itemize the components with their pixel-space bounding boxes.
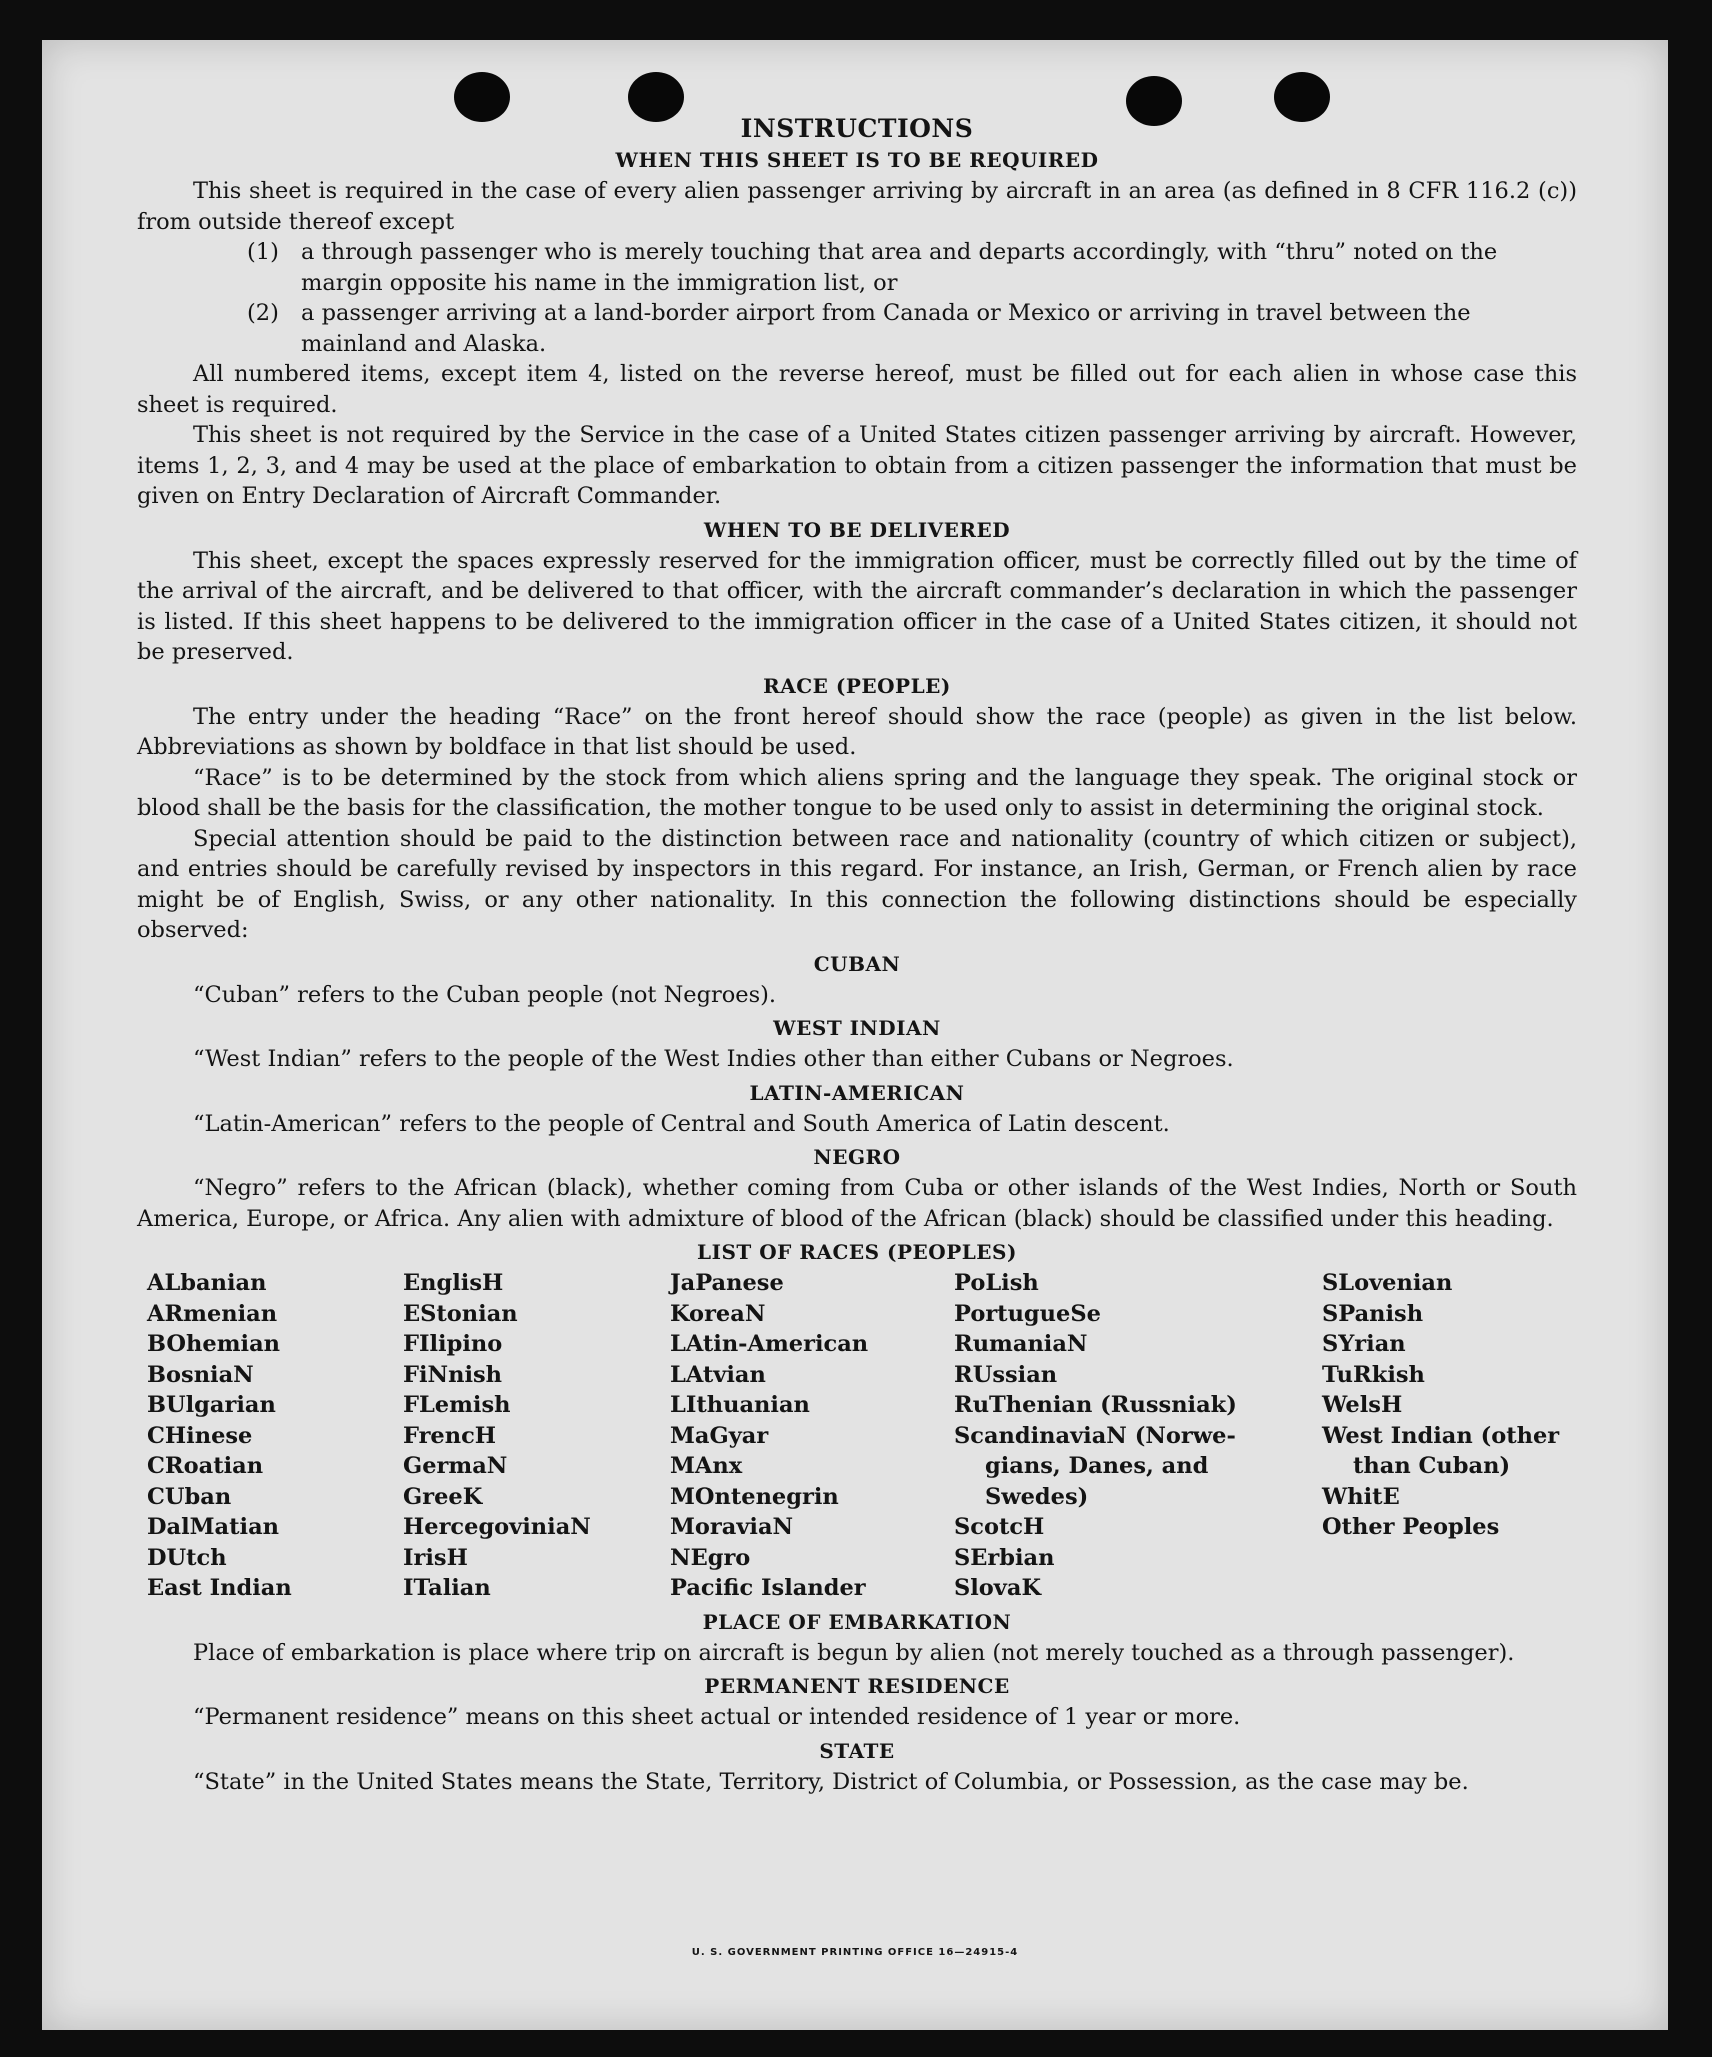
- race-entry: CRoatian: [147, 1453, 264, 1479]
- section-heading-cuban: CUBAN: [813, 951, 901, 976]
- section-heading-required: WHEN THIS SHEET IS TO BE REQUIRED: [615, 148, 1099, 172]
- paragraph: “West Indian” refers to the people of the West Indies other than either Cubans or Negroes.: [193, 1046, 1234, 1072]
- race-entry: SYrian: [1322, 1331, 1406, 1357]
- paragraph: The entry under the heading “Race” on the front hereof should show the race (people) as given in the list below. Abbreviations as shown by boldface in that list should be used.: [137, 703, 1577, 760]
- item-text: a through passenger who is merely touching that area and departs accordingly, with “thru” noted on the margin opposite his name in the immigration list, or: [301, 239, 1498, 296]
- race-entry: BUlgarian: [147, 1392, 276, 1418]
- race-entry: RUssian: [954, 1361, 1058, 1388]
- race-entry: PortugueSe: [954, 1300, 1101, 1327]
- race-entry: RuThenian (Russniak): [954, 1392, 1237, 1418]
- race-entry: JaPanese: [670, 1270, 784, 1296]
- race-entry: West Indian (other: [1322, 1422, 1560, 1449]
- race-entry: gians, Danes, and: [985, 1453, 1209, 1479]
- race-entry: East Indian: [147, 1575, 292, 1601]
- race-entry: ARmenian: [147, 1300, 278, 1327]
- races-column: [954, 1268, 1322, 1604]
- races-column: [1322, 1268, 1592, 1604]
- section-heading-west-indian: WEST INDIAN: [773, 1016, 941, 1040]
- race-entry: HercegoviniaN: [403, 1514, 591, 1540]
- section-heading-list-of-races: LIST OF RACES (PEOPLES): [697, 1240, 1017, 1264]
- race-entry: SPanish: [1322, 1300, 1424, 1327]
- race-entry: CUban: [147, 1483, 232, 1510]
- race-entry: DalMatian: [147, 1514, 280, 1540]
- paragraph: “Negro” refers to the African (black), whether coming from Cuba or other islands of the West Indies, North or South America, Europe, or Africa. Any alien with admixture of blood of the African (black) should be classified under this heading.: [137, 1175, 1577, 1232]
- paragraph: This sheet, except the spaces expressly reserved for the immigration officer, must be correctly filled out by the time of the arrival of the aircraft, and be delivered to that officer, with the aircraft commander’s declaration in which the passenger is listed. If this sheet happens to be delivered to the immigration officer in the case of a United States citizen, it should not be preserved.: [137, 547, 1577, 665]
- race-entry: ScotcH: [954, 1514, 1045, 1540]
- paragraph: Place of embarkation is place where trip on aircraft is begun by alien (not merely touched as a through passenger).: [193, 1639, 1515, 1666]
- race-entry: FLemish: [403, 1392, 511, 1418]
- race-entry: BOhemian: [147, 1331, 281, 1357]
- item-text: a passenger arriving at a land-border airport from Canada or Mexico or arriving in travel between the mainland and Alaska.: [301, 300, 1471, 357]
- race-entry: LAtvian: [670, 1361, 766, 1388]
- race-entry: DUtch: [147, 1544, 227, 1571]
- instructions-body: [137, 112, 1577, 1797]
- race-entry: MoraviaN: [670, 1514, 794, 1540]
- race-entry: GermaN: [403, 1453, 508, 1479]
- paragraph: “Latin-American” refers to the people of Central and South America of Latin descent.: [193, 1110, 1170, 1137]
- race-entry: ITalian: [403, 1575, 491, 1601]
- race-entry: GreeK: [403, 1483, 483, 1510]
- race-entry: EStonian: [403, 1300, 518, 1327]
- race-entry: CHinese: [147, 1422, 253, 1449]
- section-heading-residence: PERMANENT RESIDENCE: [704, 1674, 1010, 1698]
- race-entry: Other Peoples: [1322, 1514, 1500, 1540]
- race-entry: MaGyar: [670, 1422, 769, 1449]
- race-entry: BosniaN: [147, 1361, 254, 1388]
- paragraph: This sheet is not required by the Service in the case of a United States citizen passenger arriving by aircraft. However, items 1, 2, 3, and 4 may be used at the place of embarkation to obtain from a citizen passenger the information that must be given on Entry Declaration of Aircraft Commander.: [137, 422, 1577, 509]
- race-entry: FrencH: [403, 1422, 497, 1449]
- list-item: [137, 298, 1577, 359]
- printer-footer: U. S. GOVERNMENT PRINTING OFFICE 16—24915-4: [691, 1947, 1019, 1958]
- item-number: (2): [247, 300, 279, 326]
- race-entry: Swedes): [985, 1483, 1089, 1510]
- section-heading-delivered: WHEN TO BE DELIVERED: [703, 517, 1011, 542]
- section-heading-negro: NEGRO: [813, 1145, 901, 1169]
- race-entry: MAnx: [670, 1453, 743, 1479]
- section-heading-latin-american: LATIN-AMERICAN: [749, 1080, 965, 1105]
- section-heading-state: STATE: [819, 1738, 895, 1763]
- paragraph: All numbered items, except item 4, listed on the reverse hereof, must be filled out for each alien in whose case this sheet is required.: [137, 361, 1577, 418]
- race-entry: EnglisH: [403, 1270, 504, 1296]
- paragraph: “Cuban” refers to the Cuban people (not Negroes).: [193, 981, 777, 1008]
- section-heading-race: RACE (PEOPLE): [763, 673, 951, 698]
- document-sheet: [42, 40, 1668, 2030]
- race-entry: Pacific Islander: [670, 1575, 866, 1601]
- race-entry: than Cuban): [1353, 1453, 1511, 1479]
- race-entry: FIlipino: [403, 1331, 503, 1357]
- races-list: [147, 1268, 1577, 1604]
- race-entry: LAtin-American: [670, 1331, 869, 1357]
- races-column: [147, 1268, 403, 1604]
- race-entry: PoLish: [954, 1270, 1039, 1296]
- race-entry: KoreaN: [670, 1300, 766, 1327]
- race-entry: TuRkish: [1322, 1361, 1425, 1388]
- section-heading-embarkation: PLACE OF EMBARKATION: [702, 1609, 1012, 1634]
- race-entry: ScandinaviaN (Norwe-: [954, 1422, 1236, 1449]
- paragraph: This sheet is required in the case of every alien passenger arriving by aircraft in an area (as defined in 8 CFR 116.2 (c)) from outside thereof except: [137, 178, 1577, 235]
- race-entry: WhitE: [1322, 1483, 1400, 1510]
- race-entry: LIthuanian: [670, 1392, 810, 1418]
- paragraph: “Race” is to be determined by the stock from which aliens spring and the language they speak. The original stock or blood shall be the basis for the classification, the mother tongue to be used only to assist in determining the original stock.: [137, 764, 1577, 821]
- race-entry: SErbian: [954, 1544, 1055, 1571]
- races-column: [670, 1268, 954, 1604]
- paragraph: “Permanent residence” means on this sheet actual or intended residence of 1 year or more.: [193, 1704, 1241, 1730]
- race-entry: FiNnish: [403, 1361, 503, 1388]
- paragraph: Special attention should be paid to the distinction between race and nationality (country of which citizen or subject), and entries should be carefully revised by inspectors in this regard. For instance, an Irish, German, or French alien by race might be of English, Swiss, or any other nationality. In this connection the following distinctions should be especially observed:: [137, 825, 1577, 943]
- races-column: [403, 1268, 670, 1604]
- race-entry: MOntenegrin: [670, 1483, 839, 1510]
- paragraph: “State” in the United States means the State, Territory, District of Columbia, or Possession, as the case may be.: [193, 1768, 1469, 1795]
- list-item: [137, 237, 1577, 298]
- race-entry: ALbanian: [147, 1270, 267, 1296]
- item-number: (1): [247, 239, 279, 265]
- page-title: INSTRUCTIONS: [740, 114, 974, 143]
- race-entry: IrisH: [403, 1544, 468, 1571]
- race-entry: RumaniaN: [954, 1331, 1088, 1357]
- race-entry: WelsH: [1322, 1392, 1403, 1418]
- race-entry: SlovaK: [954, 1575, 1042, 1601]
- race-entry: SLovenian: [1322, 1270, 1453, 1296]
- race-entry: NEgro: [670, 1544, 751, 1571]
